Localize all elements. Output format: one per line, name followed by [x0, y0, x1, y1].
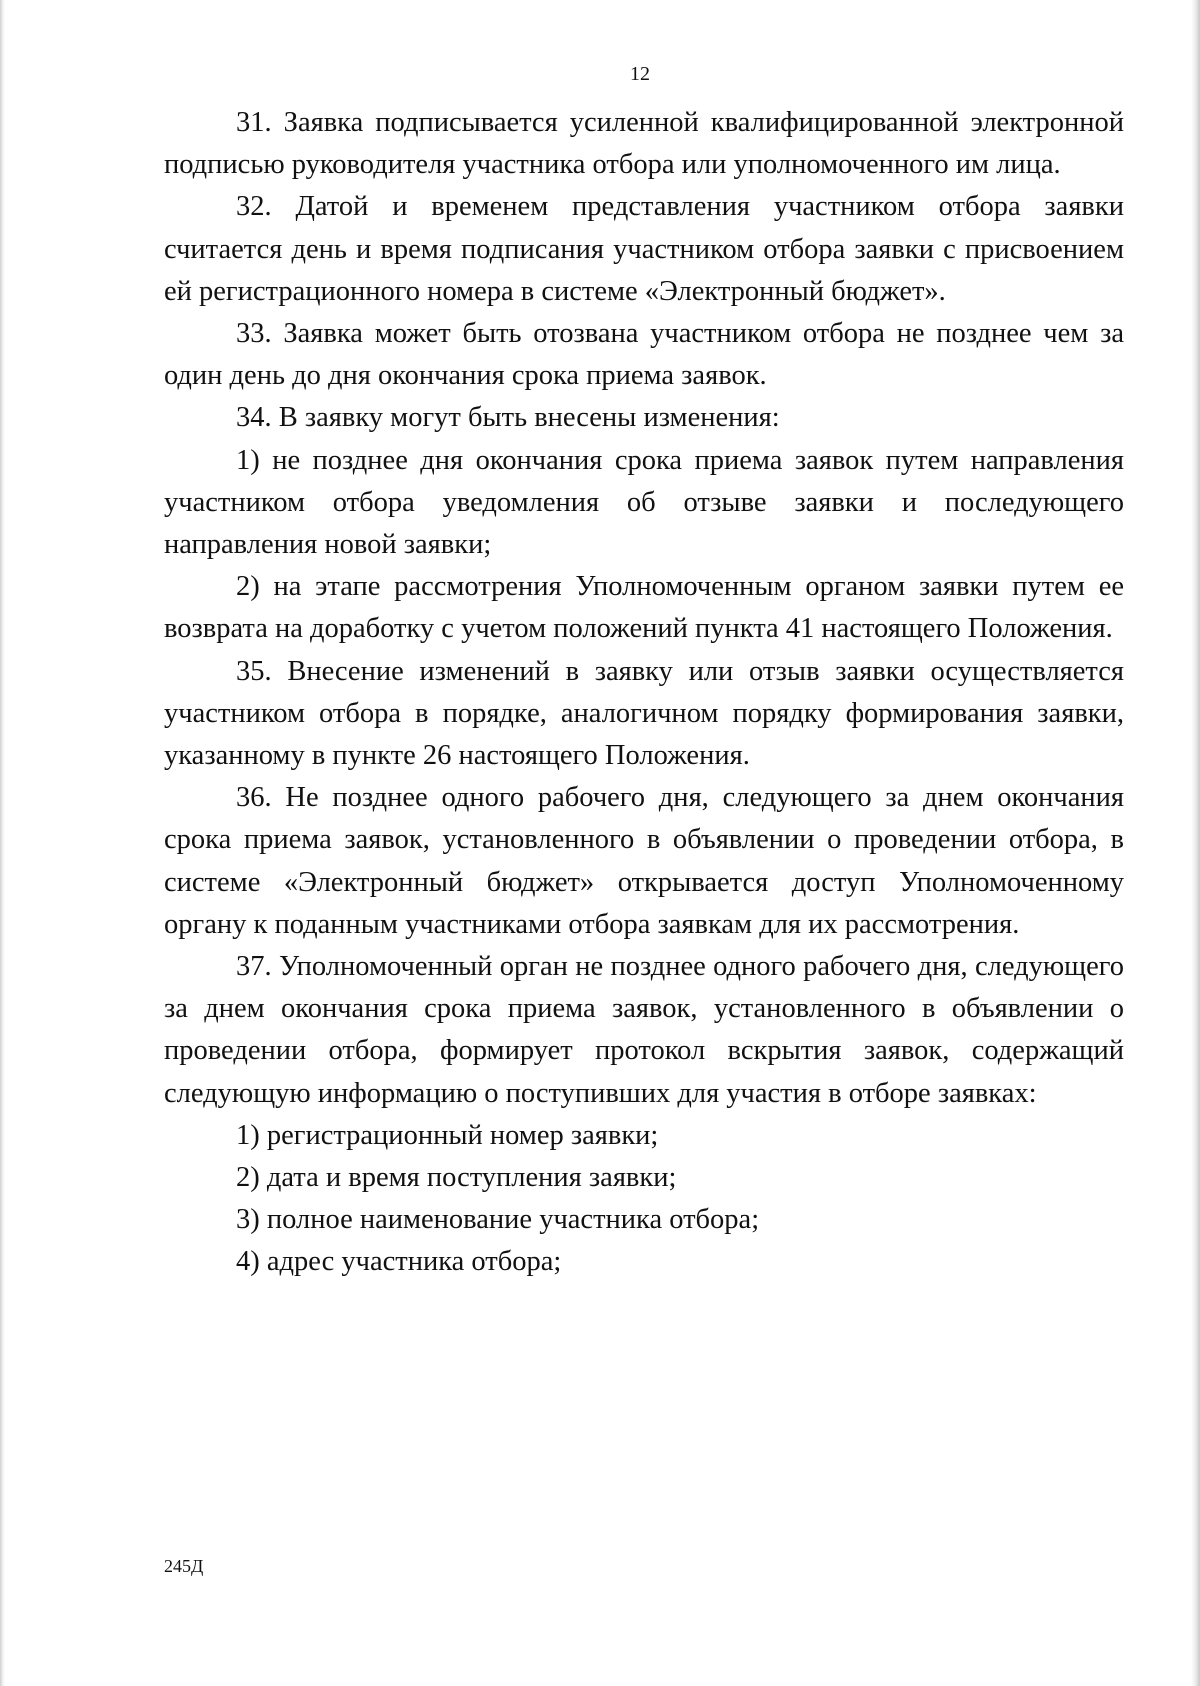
paragraph-35: 35. Внесение изменений в заявку или отзыв заявки осуществляется участником отбора в порядке, аналогичном порядку формирования заявки, указанному в пункте 26 настоящего Положения. [164, 655, 1124, 772]
paragraph-37-item-1: 1) регистрационный номер заявки; [236, 1119, 659, 1151]
paragraph-37-item-4: 4) адрес участника отбора; [236, 1246, 562, 1278]
paragraph-36: 36. Не позднее одного рабочего дня, следующего за днем окончания срока приема заявок, установленного в объявлении о проведении отбора, в системе «Электронный бюджет» открывается доступ Уполномоченному органу к поданным участниками отбора заявкам для их рассмотрения. [164, 782, 1124, 940]
document-code: 245Д [164, 1556, 204, 1576]
scan-edge-right [1191, 0, 1200, 1686]
paragraph-34-item-1: 1) не позднее дня окончания срока приема заявок путем направления участником отбора уведомления об отзыве заявки и последующего направления новой заявки; [164, 444, 1124, 561]
paragraph-37-item-3: 3) полное наименование участника отбора; [236, 1204, 760, 1236]
paragraph-32: 32. Датой и временем представления участником отбора заявки считается день и время подписания участником отбора заявки с присвоением ей регистрационного номера в системе «Электронный бюджет». [164, 191, 1124, 307]
page-number: 12 [630, 63, 650, 85]
paragraph-33: 33. Заявка может быть отозвана участником отбора не позднее чем за один день до дня окончания срока приема заявок. [164, 318, 1124, 392]
paragraph-31: 31. Заявка подписывается усиленной квалифицированной электронной подписью руководителя участника отбора или уполномоченного им лица. [164, 107, 1124, 181]
paragraph-34: 34. В заявку могут быть внесены изменения: [236, 402, 780, 434]
paragraph-37: 37. Уполномоченный орган не позднее одного рабочего дня, следующего за днем окончания срока приема заявок, установленного в объявлении о проведении отбора, формирует протокол вскрытия заявок, содержащий следующую информацию о поступивших для участия в отборе заявках: [164, 951, 1124, 1109]
scan-edge-left [0, 0, 5, 1686]
paragraph-37-item-2: 2) дата и время поступления заявки; [236, 1162, 677, 1194]
document-body [164, 102, 1124, 1284]
paragraph-34-item-2: 2) на этапе рассмотрения Уполномоченным органом заявки путем ее возврата на доработку с учетом положений пункта 41 настоящего Положения. [164, 571, 1124, 645]
